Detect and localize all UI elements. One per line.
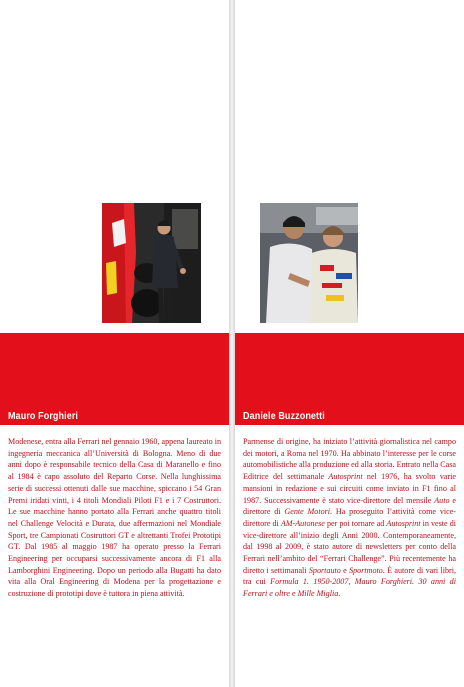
author-bio xyxy=(243,436,456,600)
bio-italic-title: Sportmoto xyxy=(349,565,383,575)
photo-mauro-forghieri xyxy=(102,203,201,323)
bio-text-run: nel 1976, ha svolto varie mansioni in redazione e sui circuiti come inviato in F1 fino al 1987. Successivamente è stato vice-direttore del mensile xyxy=(243,472,456,505)
author-name: Mauro Forghieri xyxy=(8,410,79,422)
left-page xyxy=(0,0,229,687)
bio-italic-title: Formula 1. 1950-2007, Mauro Forghieri. 30 anni di Ferrari e oltre xyxy=(243,577,456,599)
bio-text-run: Parmense di origine, ha iniziato l’attività giornalistica nel campo dei motori, a Roma nel 1970. Ha abbinato l’interesse per le corse automobilistiche alla produzione ed alla storia. Entrato nella Casa Editrice del settimanale xyxy=(243,437,456,482)
bio-italic-title: Autosprint xyxy=(328,472,363,482)
bio-italic-title: Sportauto xyxy=(308,565,341,575)
bio-text-run: . Ha proseguito l’attività come vice-direttore di xyxy=(243,507,456,528)
bio-text-run: . xyxy=(338,589,341,599)
photo-daniele-buzzonetti-image xyxy=(260,203,358,323)
bio-italic-title: Auto xyxy=(434,495,450,505)
bio-italic-title: Mille Miglia xyxy=(297,589,339,599)
bio-text-run: . È autore di vari libri, tra cui xyxy=(243,565,457,587)
bio-italic-title: AM-Autonese xyxy=(280,518,325,528)
author-bio: Modenese, entra alla Ferrari nel gennaio 1960, appena laureato in ingegneria meccanica all’Università di Bologna. Meno di due anni dopo è responsabile tecnico della Casa di Maranello e fino al 1984 è capo assoluto del Reparto Corse. Nella lunghissima serie di successi ottenuti dalle sue macchine, spiccano i 54 Gran Premi iridati vinti, i 4 titoli Mondiali Piloti F1 e i 7 Costruttori. Le sue macchine hanno portato alla Ferrari anche quattro titoli nel Challenge Velocità e Durata, due affermazioni nel Mondiale Sport, tre Campionati Costruttori GT e altrettanti Trofei Prototipi GT. Dal 1985 al maggio 1987 ha operato presso la Ferrari Engineering per occuparsi successivamente ancora di F1 alla Lamborghini Engineering. Dopo un periodo alla Bugatti ha dato vita alla Oral Engineering di Modena per la progettazione e costruzione di prototipi dove è tuttora in piena attività. xyxy=(8,437,221,599)
bio-text-run: e direttore di xyxy=(243,495,456,517)
bio-italic-title: Gente Motori xyxy=(284,507,331,517)
bio-text-run: e xyxy=(289,589,298,599)
author-name: Daniele Buzzonetti xyxy=(243,410,325,422)
bio-text-run: per poi tornare ad xyxy=(324,518,387,528)
bio-italic-title: Autosprint xyxy=(386,518,421,528)
photo-daniele-buzzonetti xyxy=(260,203,358,323)
photo-mauro-forghieri-image xyxy=(102,203,201,323)
bio-text-run: e xyxy=(340,565,350,575)
bio-text-run: in veste di vice-direttore all’inizio degli Anni 2000. Contemporaneamente, dal 1998 al 2009, è stato autore di newsletters per conto della Ferrari nell’ambito del “Ferrari Challenge”. Più recentemente ha diretto i settimanali xyxy=(243,518,456,575)
right-page xyxy=(235,0,464,687)
